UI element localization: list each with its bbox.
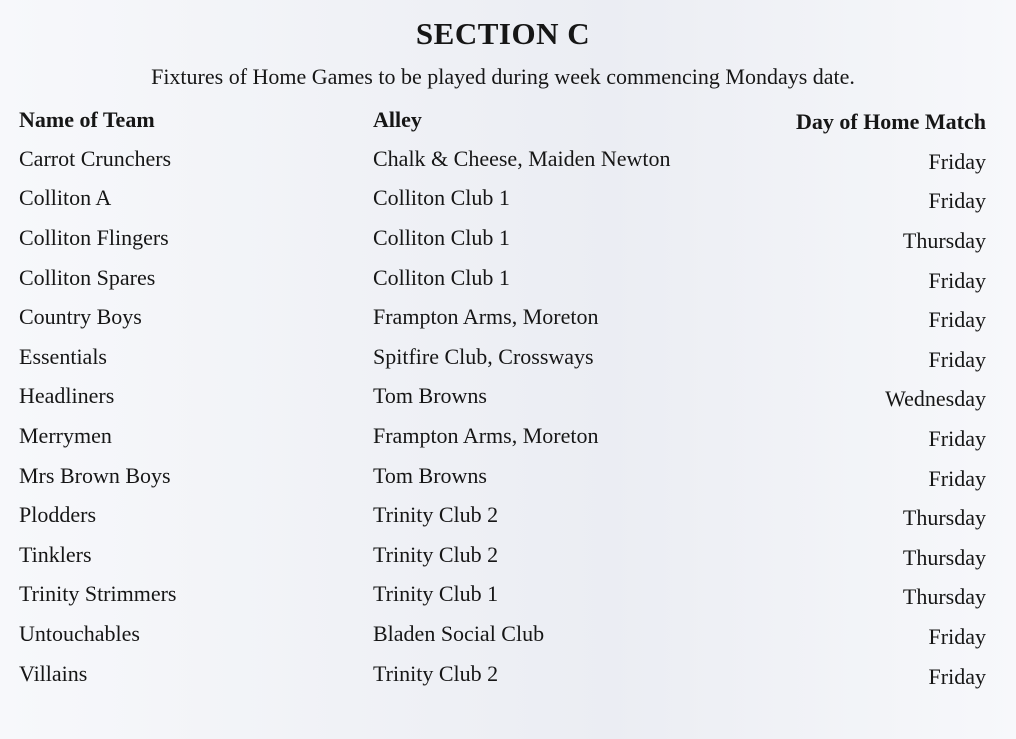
table-row: [18, 654, 986, 694]
team-cell: Essentials: [19, 343, 107, 369]
fixtures-table: [18, 101, 986, 693]
day-cell: Friday: [928, 307, 986, 333]
team-cell: Colliton Spares: [19, 264, 156, 290]
table-row: [18, 456, 986, 496]
alley-cell: Trinity Club 2: [373, 660, 499, 686]
team-cell: Carrot Crunchers: [19, 145, 172, 171]
day-cell: Friday: [928, 148, 986, 174]
day-cell: Friday: [928, 663, 986, 689]
day-cell: Friday: [928, 623, 986, 649]
day-cell: Friday: [928, 465, 986, 491]
team-cell: Headliners: [19, 383, 115, 409]
alley-cell: Colliton Club 1: [373, 224, 510, 250]
page-subtitle: Fixtures of Home Games to be played during week commencing Mondays date.: [151, 64, 855, 89]
day-cell: Thursday: [902, 505, 986, 531]
day-cell: Thursday: [902, 227, 986, 253]
table-row: [18, 218, 986, 258]
day-cell: Friday: [928, 346, 986, 372]
alley-cell: Trinity Club 2: [373, 502, 499, 528]
team-cell: Merrymen: [19, 422, 112, 448]
table-row: [18, 179, 986, 219]
alley-cell: Chalk & Cheese, Maiden Newton: [373, 145, 671, 171]
alley-cell: Colliton Club 1: [373, 264, 510, 290]
alley-cell: Frampton Arms, Moreton: [373, 422, 599, 448]
table-row: [18, 575, 986, 615]
table-header: [18, 101, 986, 139]
alley-cell: Trinity Club 2: [373, 541, 499, 567]
table-row: [18, 297, 986, 337]
table-row: [18, 377, 986, 417]
header-day: Day of Home Match: [795, 109, 986, 134]
day-cell: Wednesday: [885, 386, 986, 412]
table-row: [18, 258, 986, 298]
table-row: [18, 139, 986, 179]
alley-cell: Tom Browns: [373, 383, 487, 409]
day-cell: Friday: [928, 425, 986, 451]
team-cell: Country Boys: [19, 304, 142, 330]
team-cell: Villains: [19, 660, 88, 686]
team-cell: Tinklers: [19, 541, 92, 567]
team-cell: Untouchables: [19, 620, 140, 646]
alley-cell: Spitfire Club, Crossways: [373, 343, 594, 369]
alley-cell: Tom Browns: [373, 462, 487, 488]
header-alley: Alley: [373, 107, 422, 132]
alley-cell: Frampton Arms, Moreton: [373, 304, 599, 330]
header-team: Name of Team: [19, 107, 155, 132]
table-row: [18, 495, 986, 535]
team-cell: Trinity Strimmers: [19, 581, 177, 607]
table-row: [18, 614, 986, 654]
page-title: SECTION C: [415, 16, 591, 51]
team-cell: Colliton A: [19, 185, 112, 211]
day-cell: Thursday: [902, 544, 986, 570]
table-row: [18, 337, 986, 377]
table-row: [18, 535, 986, 575]
team-cell: Mrs Brown Boys: [19, 462, 171, 488]
day-cell: Thursday: [902, 584, 986, 610]
day-cell: Friday: [928, 188, 986, 214]
team-cell: Colliton Flingers: [19, 224, 169, 250]
day-cell: Friday: [928, 267, 986, 293]
alley-cell: Colliton Club 1: [373, 185, 510, 211]
alley-cell: Trinity Club 1: [373, 581, 499, 607]
team-cell: Plodders: [19, 502, 96, 528]
alley-cell: Bladen Social Club: [373, 620, 545, 646]
table-row: [18, 416, 986, 456]
